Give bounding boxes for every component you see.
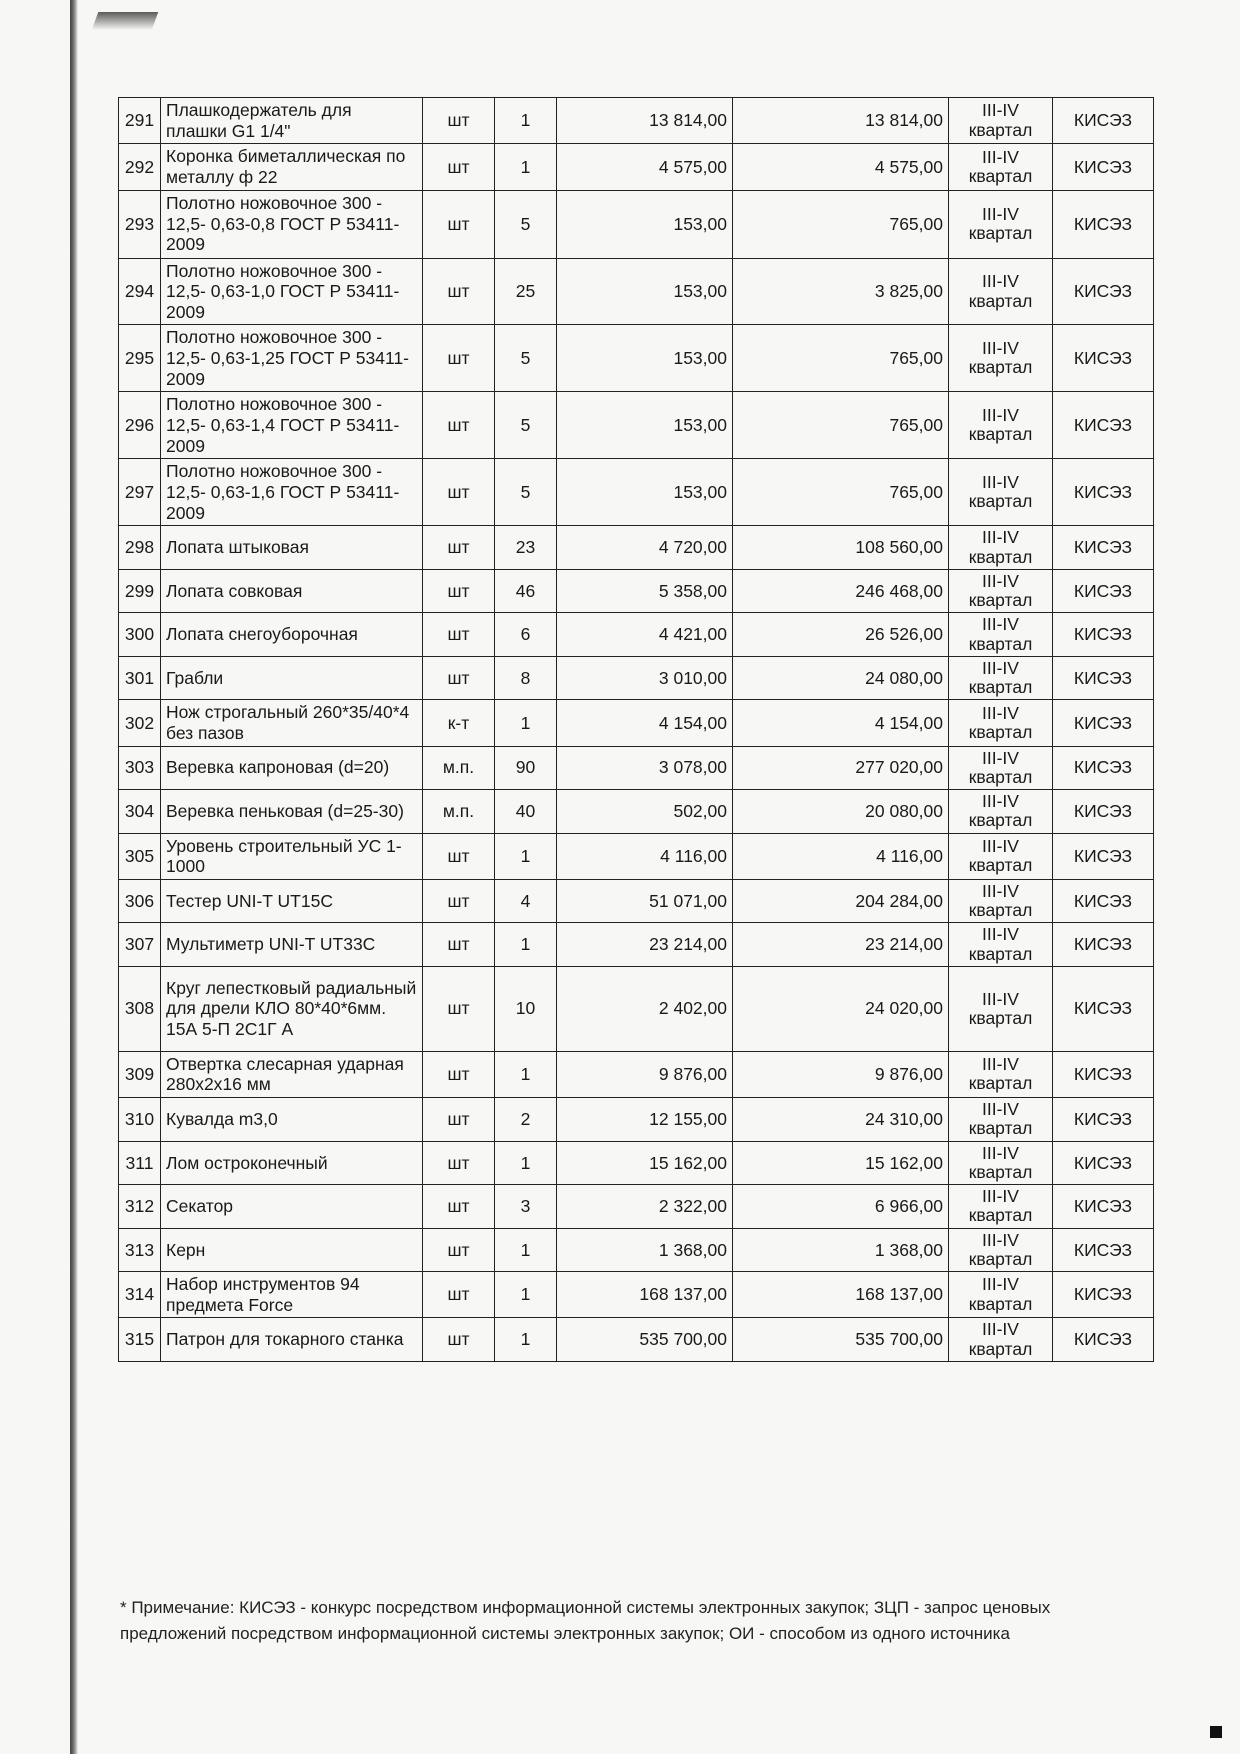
unit-cell: шт	[423, 1185, 495, 1229]
quantity-cell: 46	[495, 569, 557, 613]
item-name-cell: Патрон для токарного станка	[161, 1318, 423, 1362]
total-amount-cell: 26 526,00	[733, 613, 949, 657]
quantity-cell: 1	[495, 98, 557, 144]
procurement-method-cell: КИСЭЗ	[1053, 656, 1154, 700]
quantity-cell: 1	[495, 144, 557, 190]
procurement-method-cell: КИСЭЗ	[1053, 1141, 1154, 1185]
procurement-method-cell: КИСЭЗ	[1053, 325, 1154, 392]
unit-price-cell: 9 876,00	[557, 1051, 733, 1097]
table-row	[119, 526, 1154, 570]
unit-cell: шт	[423, 613, 495, 657]
unit-price-cell: 2 402,00	[557, 966, 733, 1051]
delivery-period-cell: III-IV квартал	[949, 1185, 1053, 1229]
total-amount-cell: 1 368,00	[733, 1228, 949, 1272]
scan-edge-artifact	[70, 0, 78, 1754]
unit-cell: шт	[423, 459, 495, 526]
row-number-cell: 315	[119, 1318, 161, 1362]
table-row	[119, 1098, 1154, 1142]
procurement-method-cell: КИСЭЗ	[1053, 1318, 1154, 1362]
item-name-cell: Полотно ножовочное 300 - 12,5- 0,63-1,25 ГОСТ Р 53411-2009	[161, 325, 423, 392]
procurement-method-cell: КИСЭЗ	[1053, 392, 1154, 459]
procurement-method-cell: КИСЭЗ	[1053, 966, 1154, 1051]
total-amount-cell: 4 154,00	[733, 700, 949, 746]
total-amount-cell: 4 575,00	[733, 144, 949, 190]
quantity-cell: 8	[495, 656, 557, 700]
item-name-cell: Коронка биметаллическая по металлу ф 22	[161, 144, 423, 190]
unit-cell: шт	[423, 656, 495, 700]
procurement-method-cell: КИСЭЗ	[1053, 98, 1154, 144]
table-body	[119, 98, 1154, 1362]
unit-price-cell: 153,00	[557, 459, 733, 526]
total-amount-cell: 277 020,00	[733, 746, 949, 790]
row-number-cell: 298	[119, 526, 161, 570]
table-row	[119, 923, 1154, 967]
table-row	[119, 392, 1154, 459]
unit-cell: шт	[423, 98, 495, 144]
row-number-cell: 302	[119, 700, 161, 746]
unit-cell: к-т	[423, 700, 495, 746]
delivery-period-cell: III-IV квартал	[949, 190, 1053, 258]
quantity-cell: 1	[495, 923, 557, 967]
item-name-cell: Мультиметр UNI-T UT33C	[161, 923, 423, 967]
table-row	[119, 790, 1154, 834]
unit-cell: шт	[423, 526, 495, 570]
row-number-cell: 296	[119, 392, 161, 459]
unit-cell: шт	[423, 144, 495, 190]
unit-cell: шт	[423, 1051, 495, 1097]
delivery-period-cell: III-IV квартал	[949, 144, 1053, 190]
item-name-cell: Лопата снегоуборочная	[161, 613, 423, 657]
procurement-method-cell: КИСЭЗ	[1053, 833, 1154, 879]
delivery-period-cell: III-IV квартал	[949, 833, 1053, 879]
unit-price-cell: 51 071,00	[557, 879, 733, 923]
footnote: * Примечание: КИСЭЗ - конкурс посредством информационной системы электронных закупок; ЗЦП - запрос ценовых предложений посредством информационной системы электронных закупок; ОИ - способом из одного источника	[120, 1598, 1051, 1644]
item-name-cell: Плашкодержатель для плашки G1 1/4"	[161, 98, 423, 144]
row-number-cell: 295	[119, 325, 161, 392]
table-row	[119, 700, 1154, 746]
delivery-period-cell: III-IV квартал	[949, 1272, 1053, 1318]
table-row	[119, 1051, 1154, 1097]
delivery-period-cell: III-IV квартал	[949, 569, 1053, 613]
row-number-cell: 312	[119, 1185, 161, 1229]
total-amount-cell: 765,00	[733, 392, 949, 459]
row-number-cell: 305	[119, 833, 161, 879]
table-row	[119, 144, 1154, 190]
procurement-method-cell: КИСЭЗ	[1053, 923, 1154, 967]
item-name-cell: Полотно ножовочное 300 - 12,5- 0,63-1,4 ГОСТ Р 53411-2009	[161, 392, 423, 459]
table-row	[119, 98, 1154, 144]
unit-cell: шт	[423, 879, 495, 923]
procurement-method-cell: КИСЭЗ	[1053, 1272, 1154, 1318]
unit-price-cell: 153,00	[557, 258, 733, 325]
procurement-method-cell: КИСЭЗ	[1053, 569, 1154, 613]
procurement-method-cell: КИСЭЗ	[1053, 190, 1154, 258]
unit-price-cell: 502,00	[557, 790, 733, 834]
item-name-cell: Полотно ножовочное 300 - 12,5- 0,63-1,6 ГОСТ Р 53411-2009	[161, 459, 423, 526]
table-row	[119, 258, 1154, 325]
total-amount-cell: 535 700,00	[733, 1318, 949, 1362]
quantity-cell: 25	[495, 258, 557, 325]
quantity-cell: 5	[495, 459, 557, 526]
procurement-method-cell: КИСЭЗ	[1053, 1098, 1154, 1142]
table-row	[119, 1318, 1154, 1362]
unit-price-cell: 153,00	[557, 392, 733, 459]
item-name-cell: Грабли	[161, 656, 423, 700]
quantity-cell: 10	[495, 966, 557, 1051]
table-row	[119, 569, 1154, 613]
table-row	[119, 325, 1154, 392]
table-row	[119, 746, 1154, 790]
procurement-method-cell: КИСЭЗ	[1053, 1228, 1154, 1272]
row-number-cell: 314	[119, 1272, 161, 1318]
item-name-cell: Полотно ножовочное 300 - 12,5- 0,63-0,8 ГОСТ Р 53411-2009	[161, 190, 423, 258]
row-number-cell: 310	[119, 1098, 161, 1142]
procurement-method-cell: КИСЭЗ	[1053, 790, 1154, 834]
delivery-period-cell: III-IV квартал	[949, 392, 1053, 459]
quantity-cell: 2	[495, 1098, 557, 1142]
item-name-cell: Отвертка слесарная ударная 280х2х16 мм	[161, 1051, 423, 1097]
table-row	[119, 613, 1154, 657]
delivery-period-cell: III-IV квартал	[949, 1098, 1053, 1142]
quantity-cell: 40	[495, 790, 557, 834]
unit-price-cell: 4 720,00	[557, 526, 733, 570]
total-amount-cell: 24 310,00	[733, 1098, 949, 1142]
unit-price-cell: 4 116,00	[557, 833, 733, 879]
quantity-cell: 5	[495, 190, 557, 258]
quantity-cell: 1	[495, 833, 557, 879]
unit-price-cell: 4 575,00	[557, 144, 733, 190]
table-row	[119, 1272, 1154, 1318]
delivery-period-cell: III-IV квартал	[949, 98, 1053, 144]
delivery-period-cell: III-IV квартал	[949, 1318, 1053, 1362]
row-number-cell: 291	[119, 98, 161, 144]
procurement-table	[118, 97, 1154, 1362]
unit-cell: шт	[423, 392, 495, 459]
unit-cell: шт	[423, 569, 495, 613]
table-row	[119, 190, 1154, 258]
unit-cell: шт	[423, 833, 495, 879]
delivery-period-cell: III-IV квартал	[949, 656, 1053, 700]
row-number-cell: 301	[119, 656, 161, 700]
quantity-cell: 1	[495, 1272, 557, 1318]
unit-price-cell: 15 162,00	[557, 1141, 733, 1185]
unit-price-cell: 13 814,00	[557, 98, 733, 144]
delivery-period-cell: III-IV квартал	[949, 325, 1053, 392]
unit-price-cell: 3 078,00	[557, 746, 733, 790]
item-name-cell: Керн	[161, 1228, 423, 1272]
quantity-cell: 3	[495, 1185, 557, 1229]
row-number-cell: 303	[119, 746, 161, 790]
row-number-cell: 306	[119, 879, 161, 923]
item-name-cell: Полотно ножовочное 300 - 12,5- 0,63-1,0 ГОСТ Р 53411-2009	[161, 258, 423, 325]
total-amount-cell: 204 284,00	[733, 879, 949, 923]
item-name-cell: Лом остроконечный	[161, 1141, 423, 1185]
item-name-cell: Уровень строительный УС 1-1000	[161, 833, 423, 879]
table-row	[119, 459, 1154, 526]
scan-corner-artifact	[92, 12, 159, 30]
procurement-method-cell: КИСЭЗ	[1053, 526, 1154, 570]
row-number-cell: 307	[119, 923, 161, 967]
unit-cell: шт	[423, 1141, 495, 1185]
unit-price-cell: 5 358,00	[557, 569, 733, 613]
total-amount-cell: 24 020,00	[733, 966, 949, 1051]
table-row	[119, 879, 1154, 923]
unit-price-cell: 2 322,00	[557, 1185, 733, 1229]
total-amount-cell: 9 876,00	[733, 1051, 949, 1097]
row-number-cell: 299	[119, 569, 161, 613]
item-name-cell: Лопата штыковая	[161, 526, 423, 570]
table-row	[119, 1185, 1154, 1229]
quantity-cell: 90	[495, 746, 557, 790]
row-number-cell: 308	[119, 966, 161, 1051]
row-number-cell: 293	[119, 190, 161, 258]
delivery-period-cell: III-IV квартал	[949, 1228, 1053, 1272]
unit-price-cell: 4 154,00	[557, 700, 733, 746]
procurement-method-cell: КИСЭЗ	[1053, 879, 1154, 923]
total-amount-cell: 3 825,00	[733, 258, 949, 325]
item-name-cell: Тестер UNI-T UT15C	[161, 879, 423, 923]
unit-cell: шт	[423, 1272, 495, 1318]
procurement-method-cell: КИСЭЗ	[1053, 700, 1154, 746]
delivery-period-cell: III-IV квартал	[949, 966, 1053, 1051]
unit-cell: шт	[423, 1098, 495, 1142]
total-amount-cell: 24 080,00	[733, 656, 949, 700]
delivery-period-cell: III-IV квартал	[949, 613, 1053, 657]
total-amount-cell: 168 137,00	[733, 1272, 949, 1318]
item-name-cell: Круг лепестковый радиальный для дрели КЛО 80*40*6мм. 15А 5-П 2С1Г А	[161, 966, 423, 1051]
total-amount-cell: 13 814,00	[733, 98, 949, 144]
quantity-cell: 23	[495, 526, 557, 570]
procurement-method-cell: КИСЭЗ	[1053, 144, 1154, 190]
procurement-method-cell: КИСЭЗ	[1053, 746, 1154, 790]
quantity-cell: 6	[495, 613, 557, 657]
delivery-period-cell: III-IV квартал	[949, 923, 1053, 967]
delivery-period-cell: III-IV квартал	[949, 700, 1053, 746]
delivery-period-cell: III-IV квартал	[949, 746, 1053, 790]
unit-price-cell: 168 137,00	[557, 1272, 733, 1318]
unit-price-cell: 153,00	[557, 190, 733, 258]
row-number-cell: 292	[119, 144, 161, 190]
delivery-period-cell: III-IV квартал	[949, 1051, 1053, 1097]
unit-cell: м.п.	[423, 746, 495, 790]
unit-cell: шт	[423, 923, 495, 967]
quantity-cell: 5	[495, 392, 557, 459]
item-name-cell: Секатор	[161, 1185, 423, 1229]
total-amount-cell: 108 560,00	[733, 526, 949, 570]
quantity-cell: 1	[495, 1141, 557, 1185]
total-amount-cell: 20 080,00	[733, 790, 949, 834]
quantity-cell: 5	[495, 325, 557, 392]
procurement-method-cell: КИСЭЗ	[1053, 459, 1154, 526]
delivery-period-cell: III-IV квартал	[949, 258, 1053, 325]
table-row	[119, 833, 1154, 879]
item-name-cell: Лопата совковая	[161, 569, 423, 613]
total-amount-cell: 4 116,00	[733, 833, 949, 879]
item-name-cell: Нож строгальный 260*35/40*4 без пазов	[161, 700, 423, 746]
total-amount-cell: 765,00	[733, 325, 949, 392]
table-row	[119, 966, 1154, 1051]
total-amount-cell: 246 468,00	[733, 569, 949, 613]
total-amount-cell: 765,00	[733, 190, 949, 258]
quantity-cell: 1	[495, 1228, 557, 1272]
delivery-period-cell: III-IV квартал	[949, 790, 1053, 834]
row-number-cell: 309	[119, 1051, 161, 1097]
row-number-cell: 311	[119, 1141, 161, 1185]
unit-price-cell: 23 214,00	[557, 923, 733, 967]
unit-cell: м.п.	[423, 790, 495, 834]
row-number-cell: 297	[119, 459, 161, 526]
procurement-method-cell: КИСЭЗ	[1053, 258, 1154, 325]
row-number-cell: 294	[119, 258, 161, 325]
quantity-cell: 1	[495, 1051, 557, 1097]
unit-price-cell: 4 421,00	[557, 613, 733, 657]
unit-price-cell: 3 010,00	[557, 656, 733, 700]
unit-cell: шт	[423, 325, 495, 392]
quantity-cell: 1	[495, 700, 557, 746]
row-number-cell: 313	[119, 1228, 161, 1272]
unit-price-cell: 535 700,00	[557, 1318, 733, 1362]
item-name-cell: Веревка пеньковая (d=25-30)	[161, 790, 423, 834]
item-name-cell: Веревка капроновая (d=20)	[161, 746, 423, 790]
unit-cell: шт	[423, 1228, 495, 1272]
item-name-cell: Набор инструментов 94 предмета Force	[161, 1272, 423, 1318]
table-row	[119, 656, 1154, 700]
delivery-period-cell: III-IV квартал	[949, 879, 1053, 923]
delivery-period-cell: III-IV квартал	[949, 1141, 1053, 1185]
total-amount-cell: 15 162,00	[733, 1141, 949, 1185]
total-amount-cell: 6 966,00	[733, 1185, 949, 1229]
total-amount-cell: 23 214,00	[733, 923, 949, 967]
procurement-method-cell: КИСЭЗ	[1053, 1051, 1154, 1097]
item-name-cell: Кувалда m3,0	[161, 1098, 423, 1142]
unit-cell: шт	[423, 1318, 495, 1362]
quantity-cell: 4	[495, 879, 557, 923]
unit-cell: шт	[423, 258, 495, 325]
delivery-period-cell: III-IV квартал	[949, 526, 1053, 570]
unit-cell: шт	[423, 190, 495, 258]
table-row	[119, 1228, 1154, 1272]
unit-price-cell: 1 368,00	[557, 1228, 733, 1272]
procurement-method-cell: КИСЭЗ	[1053, 613, 1154, 657]
unit-cell: шт	[423, 966, 495, 1051]
procurement-method-cell: КИСЭЗ	[1053, 1185, 1154, 1229]
total-amount-cell: 765,00	[733, 459, 949, 526]
unit-price-cell: 153,00	[557, 325, 733, 392]
row-number-cell: 304	[119, 790, 161, 834]
table-row	[119, 1141, 1154, 1185]
unit-price-cell: 12 155,00	[557, 1098, 733, 1142]
row-number-cell: 300	[119, 613, 161, 657]
delivery-period-cell: III-IV квартал	[949, 459, 1053, 526]
quantity-cell: 1	[495, 1318, 557, 1362]
scan-mark	[1210, 1726, 1222, 1738]
